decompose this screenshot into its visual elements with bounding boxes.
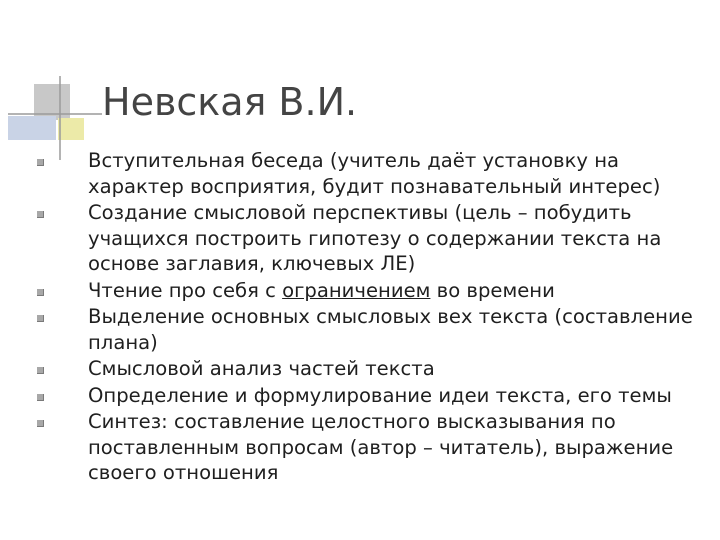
bullet-text: Вступительная беседа (учитель даёт установку на характер восприятия, будит познавательный интерес) [88, 149, 661, 198]
bullet-text: Создание смысловой перспективы (цель – побудить учащихся построить гипотезу о содержании текста на основе заглавия, ключевых ЛЕ) [88, 201, 662, 275]
bullet-item-semantic-perspective [0, 200, 720, 277]
square-bullet-icon [37, 420, 44, 427]
bullet-text-after: во времени [430, 278, 555, 302]
square-bullet-icon [37, 159, 44, 166]
square-bullet-icon [37, 367, 44, 374]
bullet-item-introductory-talk [0, 148, 720, 199]
bullet-item-semantic-analysis [0, 356, 720, 382]
bullet-item-key-points [0, 304, 720, 355]
square-bullet-icon [37, 315, 44, 322]
bullet-text: Определение и формулирование идеи текста, его темы [88, 383, 672, 407]
bullet-item-silent-reading [0, 278, 720, 304]
bullet-text-before: Чтение про себя с [88, 278, 283, 302]
corner-squares-ornament-icon [0, 0, 110, 160]
bullet-text: Синтез: составление целостного высказывания по поставленным вопросам (автор – читатель), выражение своего отношения [88, 410, 674, 484]
bullet-text: Смысловой анализ частей текста [88, 357, 435, 380]
ornament-blue-square [8, 116, 56, 140]
slide-title: Невская В.И. [102, 80, 358, 124]
square-bullet-icon [37, 394, 44, 401]
bullet-text-underlined: ограничением [282, 278, 431, 302]
square-bullet-icon [37, 289, 44, 296]
square-bullet-icon [37, 211, 44, 218]
bullet-item-synthesis [0, 409, 720, 486]
ornament-yellow-square [58, 118, 84, 140]
bullet-item-idea-formulation [0, 383, 720, 409]
bullet-text: Выделение основных смысловых вех текста (составление плана) [88, 305, 693, 354]
bullet-list [0, 148, 720, 487]
